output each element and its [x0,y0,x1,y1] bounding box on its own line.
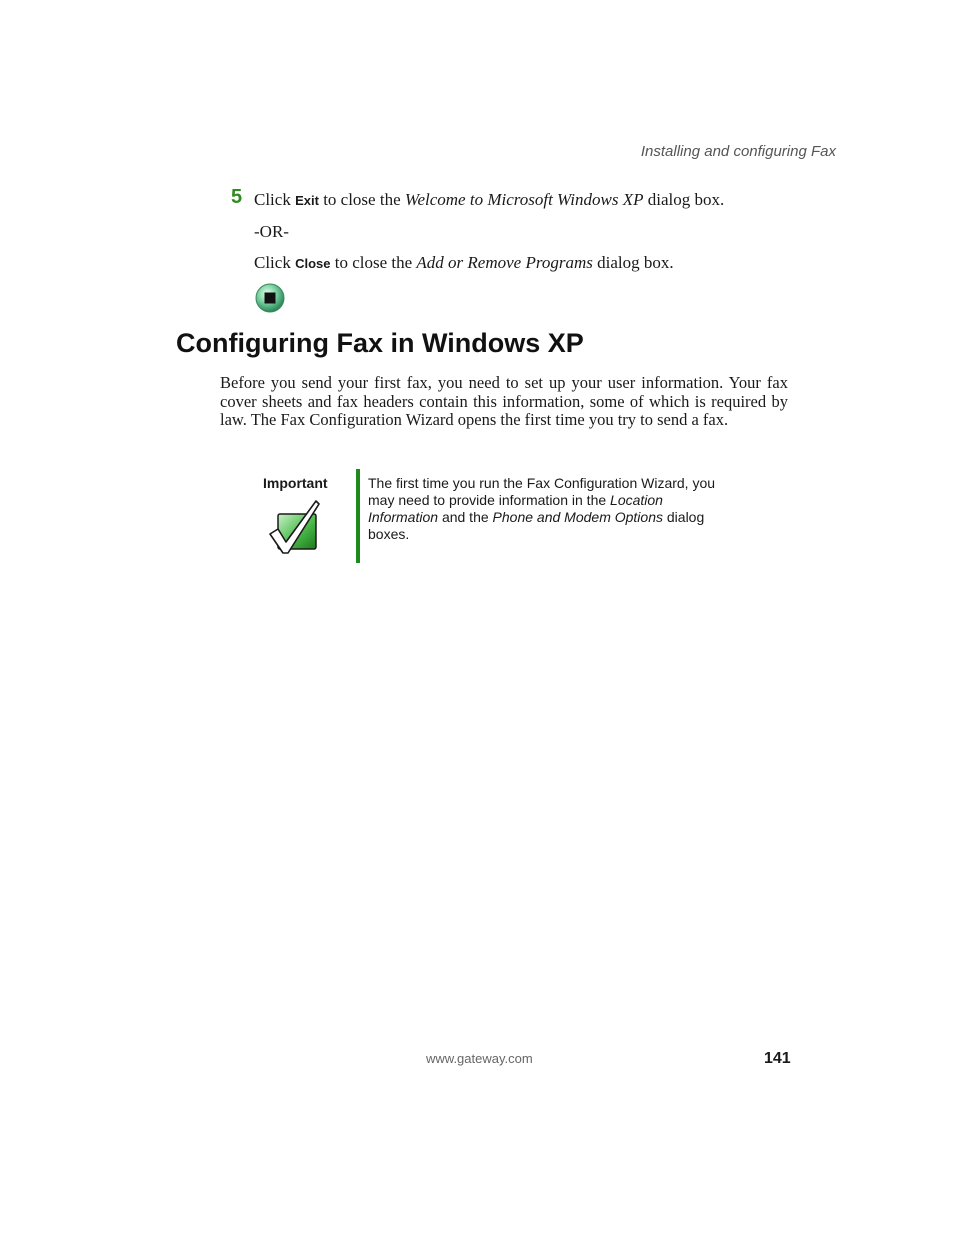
step-end-text: dialog box. [647,190,725,209]
important-text [368,475,728,543]
step-click-text: Click [254,253,291,272]
step-line-2 [254,253,674,273]
dialog-name: Add or Remove Programs [416,253,593,272]
running-header: Installing and configuring Fax [640,143,836,160]
section-paragraph: Before you send your first fax, you need to set up your user information. Your fax cover sheets and fax headers contain this information, some of which is required by law. The Fax Configuration Wizard opens the first time you try to send a fax. [220,373,788,430]
phone-modem-options-term: Phone and Modem Options [492,509,663,525]
footer-url: www.gateway.com [426,1051,533,1066]
important-text-end: dialog boxes. [368,509,705,542]
exit-button-ref: Exit [295,193,319,208]
step-end-text: dialog box. [597,253,674,272]
step-number: 5 [231,186,243,208]
important-and-the: and the [441,509,489,525]
checkmark-icon [268,498,322,556]
important-divider [356,469,360,563]
step-line-1 [254,190,724,210]
important-label: Important [263,475,328,491]
step-middle-text: to close the [334,253,413,272]
section-title: Configuring Fax in Windows XP [176,328,584,358]
step-click-text: Click [254,190,291,209]
location-information-term: Location Information [368,492,663,525]
or-separator: -OR- [254,222,289,241]
page-number: 141 [764,1050,791,1067]
step-middle-text: to close the [323,190,401,209]
close-button-ref: Close [295,256,331,271]
dialog-name: Welcome to Microsoft Windows XP [404,190,644,209]
stop-icon [255,283,285,313]
important-text-start: The first time you run the Fax Configuration Wizard, you may need to provide information in the [368,475,716,508]
